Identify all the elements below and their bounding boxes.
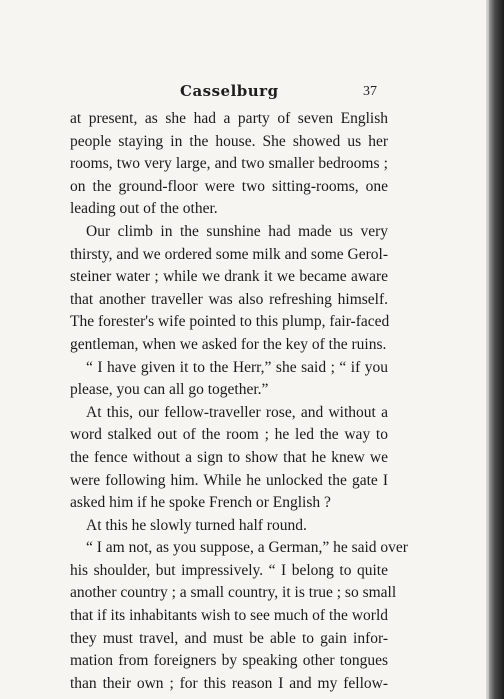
text-line: leading out of the other. — [70, 200, 218, 218]
text-line: mation from foreigners by speaking other tongues — [70, 652, 388, 670]
binding-shadow — [489, 0, 504, 699]
text-line: “ I have given it to the Herr,” she said ; “ if you — [86, 358, 388, 376]
text-line: thirsty, and we ordered some milk and some Gerol- — [70, 245, 388, 263]
text-line: people staying in the house. She showed us her — [70, 132, 388, 150]
text-line: than their own ; for this reason I and my fellow- — [70, 674, 388, 692]
text-line: steiner water ; while we drank it we became aware — [70, 268, 388, 286]
page-number: 37 — [363, 84, 377, 99]
text-line: gentleman, when we asked for the key of the ruins. — [70, 335, 387, 353]
text-line: on the ground-floor were two sitting-rooms, one — [70, 177, 388, 195]
text-line: his shoulder, but impressively. “ I belong to quite — [70, 561, 388, 579]
body-text — [70, 108, 408, 695]
text-line: rooms, two very large, and two smaller bedrooms ; — [70, 155, 388, 173]
text-line: that if its inhabitants wish to see much of the world — [70, 607, 388, 625]
text-line: At this, our fellow-traveller rose, and without a — [86, 403, 388, 421]
text-line: that another traveller was also refreshing himself. — [70, 290, 388, 308]
text-line: The forester's wife pointed to this plump, fair-faced — [70, 313, 390, 331]
running-title: Casselburg — [180, 82, 279, 100]
text-line: At this he slowly turned half round. — [86, 516, 307, 534]
text-line: Our climb in the sunshine had made us very — [86, 222, 388, 240]
text-line: please, you can all go together.” — [70, 381, 269, 399]
text-line: at present, as she had a party of seven English — [70, 110, 388, 127]
text-line: asked him if he spoke French or English ? — [70, 494, 331, 512]
text-line: the fence without a sign to show that he knew we — [70, 448, 388, 466]
text-line: word stalked out of the room ; he led the way to — [70, 426, 388, 444]
text-line: were following him. While he unlocked the gate I — [70, 471, 388, 489]
text-line: they must travel, and must be able to gain infor- — [70, 629, 388, 647]
text-line: another country ; a small country, it is true ; so small — [70, 584, 397, 602]
text-line: “ I am not, as you suppose, a German,” he said over — [86, 539, 408, 557]
